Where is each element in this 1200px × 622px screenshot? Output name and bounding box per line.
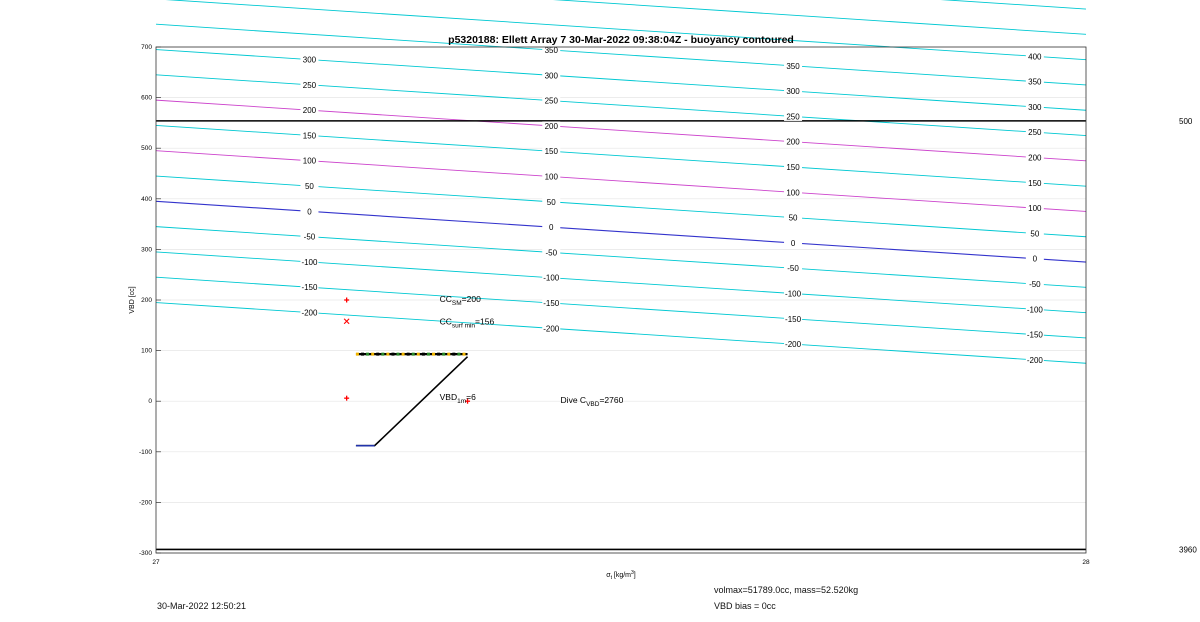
surface-segment [452,353,455,356]
surface-segment [366,353,369,356]
annotation-tail: =6 [466,392,476,403]
contour-label: 300 [302,55,317,65]
contour-label: 300 [786,87,800,97]
contour-label: 150 [544,147,558,157]
surface-segment [442,353,445,356]
contour-label: 150 [1028,178,1042,188]
contour-line [156,303,1086,364]
annotation-sub: 1m [457,398,467,406]
footer-vbd-bias: VBD bias = 0cc [714,601,776,611]
contour-label: 100 [302,156,317,166]
surface-segment [417,353,420,356]
contour-labels [300,46,1043,365]
surface-segment [432,353,435,356]
annotation-tail: =200 [461,294,481,304]
contour-label: 100 [786,188,800,198]
contour-label: 0 [549,223,554,233]
contour-label: -150 [1026,330,1043,340]
x-tick-labels [152,559,1090,566]
annotation-base: CC [439,294,452,304]
surface-segment [427,353,430,356]
surface-segment [381,353,384,356]
y-tick-label: 300 [141,246,152,254]
contour-label: -50 [787,264,799,274]
contour-label: 50 [546,197,556,207]
y-tick-label: 500 [141,145,152,153]
x-tick-label: 28 [1082,559,1090,566]
contour-label: 50 [304,182,314,192]
contour-line [156,50,1086,111]
x-axis-label-unit: [kg/m [611,572,632,579]
contour-label: 250 [786,112,800,122]
contour-label: -50 [303,232,316,242]
annotation-tail: =156 [475,316,495,327]
contour-label: -200 [301,308,318,318]
contour-line [156,125,1086,186]
surface-segment [412,353,415,356]
contour-label: -100 [301,257,318,267]
contour-label: -100 [1026,305,1043,315]
y-tick-label: 700 [141,44,152,51]
contour-label: 300 [544,71,558,81]
contour-label: -100 [543,273,560,283]
surface-segment [437,353,440,356]
annotation [440,392,476,405]
x-axis-label-main: σ [606,572,611,579]
annotation [440,294,481,307]
contour-line [156,201,1086,262]
surface-segment [356,353,359,356]
contour-label: 200 [1028,153,1042,163]
contour-label: 50 [1030,229,1040,239]
annotation-base: Dive C [560,395,587,406]
surface-segment [462,353,465,356]
surface-segment [407,353,410,356]
contour-label: 200 [302,106,317,116]
contour-label: 350 [786,61,800,71]
contour-label: -150 [543,299,560,309]
footer-volmax: volmax=51789.0cc, mass=52.520kg [714,585,859,595]
contour-label: 200 [544,121,558,131]
x-axis-label-close: ] [633,572,636,579]
contour-label: 50 [788,213,798,223]
contour-label: -200 [543,324,560,334]
contour-label: 350 [544,46,558,56]
right-labels [1179,117,1197,555]
contour-label: 0 [790,238,796,248]
contour-label: 150 [302,131,317,141]
annotation-sub: VBD [586,401,600,409]
contour-label: 250 [302,80,317,90]
annotation-base: CC [439,316,452,327]
surface-segment [447,353,450,356]
contour-label: -50 [545,248,558,258]
contour-label: 150 [786,163,800,173]
contour-label: -50 [1029,280,1041,290]
contour-label: 200 [786,137,800,147]
chart-title: p5320188: Ellett Array 7 30-Mar-2022 09:38:04Z - buoyancy contoured [448,34,794,46]
x-tick-label: 27 [152,559,160,566]
surface-segment [457,353,460,356]
y-axis-label: VBD [cc] [129,286,136,314]
contour-line [156,151,1086,212]
annotations [440,294,624,408]
x-axis-label-sub: t [610,575,612,581]
right-label: 500 [1179,116,1193,126]
x-axis-label-sup: 3 [631,570,634,576]
annotation-sub: SM [451,300,462,307]
annotation-sub: surf min [451,322,476,330]
contour-label: 100 [544,172,558,182]
contour-label: 250 [544,96,558,106]
grid-lines [156,47,1086,553]
contour-line [156,277,1086,338]
y-tick-label: 600 [141,94,152,102]
contour-line [156,176,1086,237]
contour-label: 0 [307,207,312,217]
surface-segment [397,353,400,356]
surface-segment [371,353,374,356]
annotation [440,316,495,329]
y-tick-label: -300 [138,550,152,557]
y-tick-label: 400 [141,195,152,203]
annotation [561,395,624,408]
x-axis-label [606,570,636,581]
contour-label: 300 [1028,102,1042,112]
surface-segment [361,353,364,356]
contour-line [156,227,1086,288]
contour-line [156,0,1086,60]
y-tick-label: -100 [138,448,152,456]
surface-segment [386,353,389,356]
y-tick-label: 0 [148,398,152,406]
contour-label: -150 [785,314,802,324]
footer-timestamp: 30-Mar-2022 12:50:21 [157,601,247,611]
contour-label: 0 [1032,254,1038,264]
surface-segment [376,353,379,356]
contour-label: -150 [301,283,318,293]
surface-segment [391,353,394,356]
y-tick-label: 200 [141,297,152,304]
contour-label: 400 [1028,52,1042,62]
surface-segment [402,353,405,356]
y-tick-label: -200 [138,499,152,507]
annotation-tail: =2760 [599,395,624,406]
right-label: 3960 [1179,545,1197,555]
contour-label: -100 [785,289,802,299]
contour-line [156,252,1086,313]
annotation-base: VBD [439,392,458,403]
contour-label: 100 [1028,204,1042,214]
contour-label: 350 [1028,77,1042,87]
contour-label: -200 [1026,355,1043,365]
contour-label: -200 [785,340,802,350]
contour-line [156,100,1086,161]
surface-segment [422,353,425,356]
contour-lines [156,0,1086,363]
contour-label: 250 [1028,128,1042,138]
contour-line [156,75,1086,136]
y-tick-label: 100 [141,347,152,355]
y-tick-labels [139,44,152,557]
